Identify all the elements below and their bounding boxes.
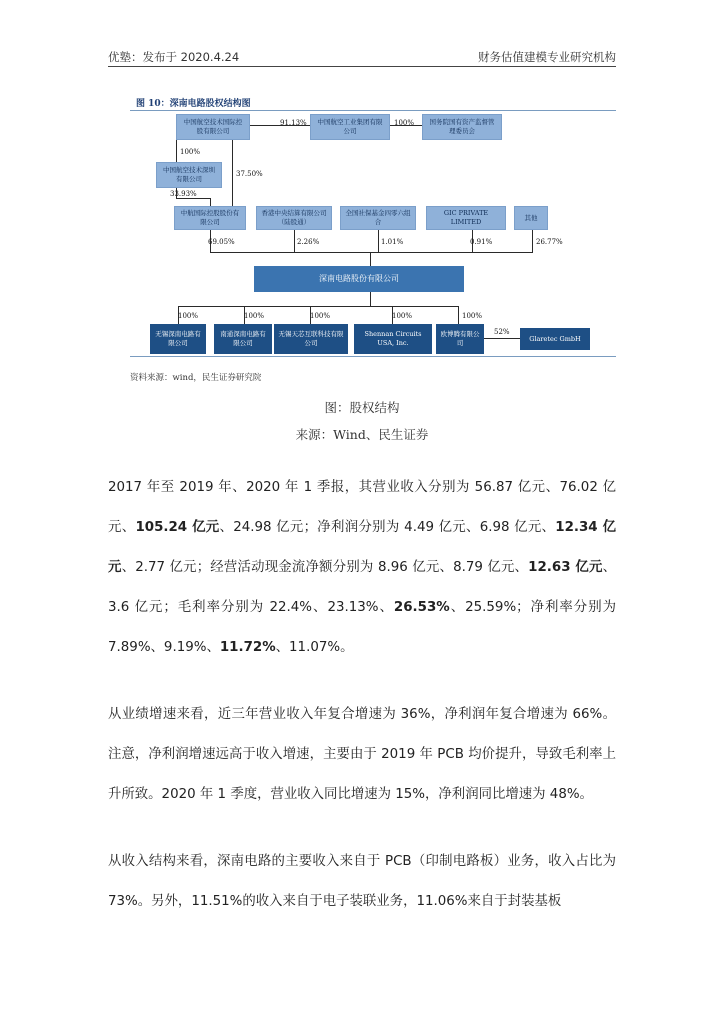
line-subs-bus xyxy=(178,306,459,307)
line-intl-hold xyxy=(232,140,233,206)
pct-intl-hold: 37.50% xyxy=(236,170,263,178)
node-avic-sz: 中国航空技术深圳有限公司 xyxy=(156,162,222,188)
pct-ssf: 1.01% xyxy=(381,238,404,246)
pct-sub6: 52% xyxy=(494,328,510,336)
header-rule xyxy=(108,66,616,67)
node-sub-wuxi: 无锡深南电路有限公司 xyxy=(150,324,206,354)
paragraph-revenue-structure: 从收入结构来看，深南电路的主要收入来自于 PCB（印制电路板）业务，收入占比为 73%。另外，11.51%的收入来自于电子装联业务，11.06%来自于封装基板 xyxy=(108,854,616,909)
figure-top-rule xyxy=(130,110,616,111)
node-sub-tianxin: 无锡天芯互联科技有限公司 xyxy=(274,324,348,354)
caption-source: 来源：Wind、民生证券 xyxy=(295,427,429,442)
node-others: 其他 xyxy=(514,206,548,230)
pct-sub3: 100% xyxy=(310,312,331,320)
figure-source: 资料来源：wind，民生证券研究院 xyxy=(130,373,262,383)
pct-sub2: 100% xyxy=(244,312,265,320)
line-others-down xyxy=(532,230,533,252)
pct-hk: 2.26% xyxy=(297,238,320,246)
pct-hold: 69.05% xyxy=(208,238,235,246)
line-hk-down xyxy=(294,230,295,252)
node-avic-intl-hold: 中航国际控股股份有限公司 xyxy=(174,206,246,230)
line-sz-hold-v2 xyxy=(210,198,211,206)
figure-title: 图 10：深南电路股权结构图 xyxy=(136,99,251,109)
node-gic: GIC PRIVATE LIMITED xyxy=(426,206,506,230)
pct-sub1: 100% xyxy=(178,312,199,320)
line-ssf-down xyxy=(378,230,379,252)
node-shennan: 深南电路股份有限公司 xyxy=(254,266,464,292)
node-sub-obt: 欧博腾有限公司 xyxy=(436,324,484,354)
pct-sasac-group: 100% xyxy=(394,119,415,127)
paragraph-financials: 2017 年至 2019 年、2020 年 1 季报，其营业收入分别为 56.87 亿元、76.02 亿元、105.24 亿元、24.98 亿元；净利润分别为 4.49 亿元、6.98 亿元、12.34 亿元、2.77 亿元；经营活动现金流净额分别为 8.96 亿元、8.79 亿元、12.63 亿元、3.6 亿元；毛利率分别为 22.4%、23.13%、26.53%、25.59%；净利率分别为 7.89%、9.19%、11.72%、11.07%。 xyxy=(108,480,617,655)
equity-structure-figure xyxy=(122,92,616,383)
pct-sub5: 100% xyxy=(462,312,483,320)
line-sub5-sub6 xyxy=(484,338,520,339)
header-left: 优塾：发布于 2020.4.24 xyxy=(108,50,240,64)
pct-group-intl: 91.13% xyxy=(280,119,307,127)
paragraph-growth: 从业绩增速来看，近三年营业收入年复合增速为 36%，净利润年复合增速为 66%。注意，净利润增速远高于收入增速，主要由于 2019 年 PCB 均价提升，导致毛利率上升所致。2020 年 1 季度，营业收入同比增速为 15%，净利润同比增速为 48%。 xyxy=(108,707,616,802)
node-avic-group: 中国航空工业集团有限公司 xyxy=(310,114,390,140)
pct-others: 26.77% xyxy=(536,238,563,246)
line-sz-hold-h xyxy=(176,198,210,199)
node-sub-usa: Shennan Circuits USA, Inc. xyxy=(354,324,432,354)
node-sub-glaretec: Glaretec GmbH xyxy=(520,328,590,350)
pct-intl-sz: 100% xyxy=(180,148,201,156)
line-sub5 xyxy=(458,306,459,324)
node-hk-central: 香港中央结算有限公司（陆股通） xyxy=(256,206,332,230)
figure-bottom-rule xyxy=(130,356,616,357)
node-sasac: 国务院国有资产监督管理委员会 xyxy=(422,114,502,140)
pct-sz-hold: 33.93% xyxy=(170,190,197,198)
line-intl-sz xyxy=(176,140,177,162)
header-right: 财务估值建模专业研究机构 xyxy=(478,50,616,64)
line-bus-main xyxy=(370,252,371,266)
pct-sub4: 100% xyxy=(392,312,413,320)
line-main-down xyxy=(370,292,371,306)
node-ssf: 全国社保基金四零六组合 xyxy=(340,206,416,230)
pct-gic: 0.91% xyxy=(470,238,493,246)
line-shareholders-bus xyxy=(210,252,533,253)
caption-title: 图：股权结构 xyxy=(324,400,400,415)
node-avic-intl: 中国航空技术国际控股有限公司 xyxy=(176,114,250,140)
node-sub-nantong: 南通深南电路有限公司 xyxy=(214,324,272,354)
